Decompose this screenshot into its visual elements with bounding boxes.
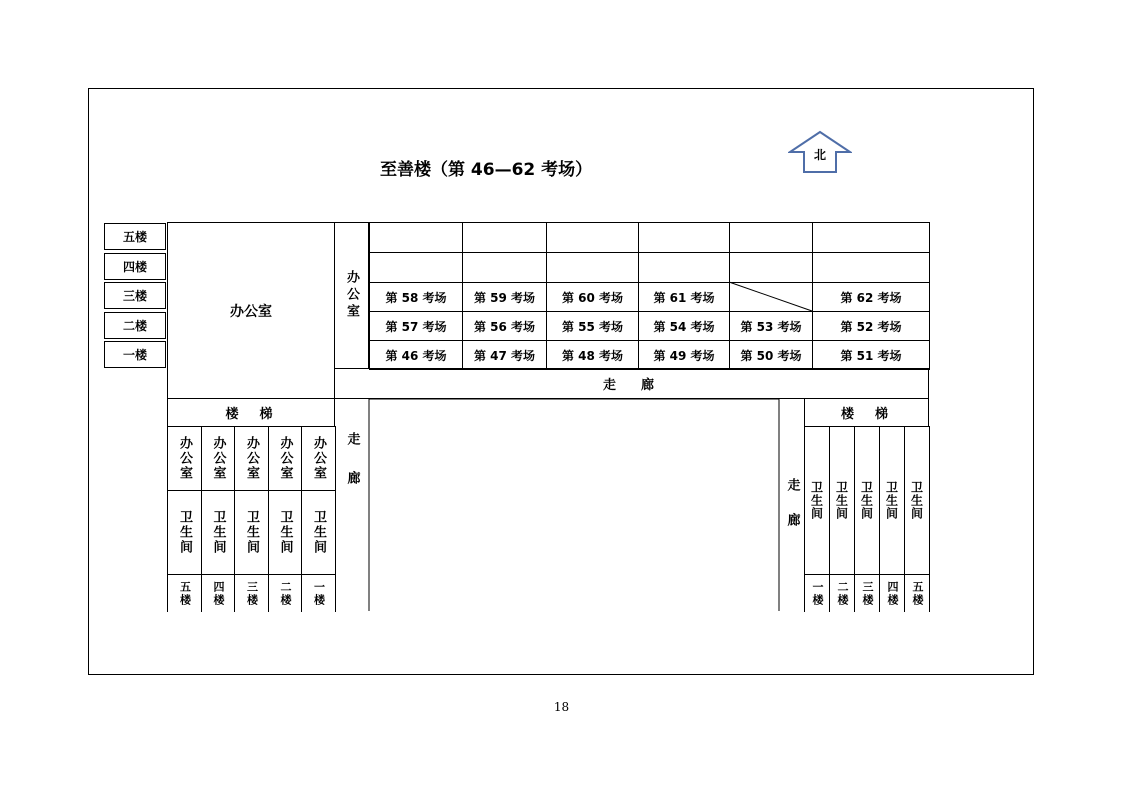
left-toilet-label: 卫生间: [277, 510, 293, 555]
right-floor-cell: [879, 574, 905, 612]
floor-label-5: 五楼: [104, 223, 166, 250]
left-floor-label: 三楼: [245, 580, 259, 607]
right-corridor: [782, 478, 802, 558]
room-label: 第 47 考场: [473, 348, 536, 363]
horizontal-corridor-label: 走 廊: [602, 378, 660, 393]
right-toilet-label: 卫生间: [834, 481, 849, 520]
left-toilet-label: 卫生间: [244, 510, 259, 555]
left-office-label: 办公室: [210, 436, 226, 481]
room-label: 第 60 考场: [561, 290, 624, 305]
right-floor-label: 一楼: [811, 580, 824, 607]
floor-label-1: 一楼: [104, 341, 166, 368]
left-corridor-label: 走廊: [344, 432, 360, 510]
room-label: 第 52 考场: [840, 319, 902, 334]
right-floor-label: 五楼: [911, 580, 924, 607]
right-toilet-label: 卫生间: [809, 481, 824, 520]
left-floor-label: 二楼: [279, 580, 292, 607]
right-corridor-label: 走廊: [784, 478, 800, 548]
room-label: 第 62 考场: [840, 290, 902, 305]
left-toilet-label: 卫生间: [210, 510, 226, 555]
right-toilet-cell: [879, 426, 905, 575]
right-toilet-label: 卫生间: [859, 481, 874, 520]
room-label: 第 50 考场: [740, 348, 802, 363]
room-label: 第 53 考场: [740, 319, 802, 334]
right-stairs-label: 楼 梯: [840, 407, 892, 422]
left-toilet-label: 卫生间: [311, 510, 326, 555]
floor-label-4: 四楼: [104, 253, 166, 280]
floor-label-2: 二楼: [104, 312, 166, 339]
floor-label-3: 三楼: [104, 282, 166, 309]
page-number: 18: [553, 700, 570, 714]
room-label: 第 59 考场: [473, 290, 536, 305]
left-office-label: 办公室: [277, 436, 293, 481]
right-stairs: [804, 398, 929, 427]
right-floor-cell: [854, 574, 880, 612]
right-toilet-cell: [854, 426, 880, 575]
right-floor-cell: [829, 574, 855, 612]
side-office-label: 办公室: [344, 270, 359, 321]
left-office-label: 办公室: [311, 436, 326, 481]
right-floor-cell: [904, 574, 930, 612]
left-office-label: 办公室: [177, 436, 192, 481]
room-label: 第 51 考场: [840, 348, 902, 363]
room-label: 第 56 考场: [473, 319, 536, 334]
left-floor-label: 五楼: [178, 580, 192, 607]
diagram-title: 至善楼（第 46—62 考场）: [380, 160, 593, 180]
right-toilet-label: 卫生间: [909, 481, 924, 520]
left-stairs-label: 楼 梯: [225, 407, 277, 422]
north-label: 北: [813, 148, 826, 162]
right-floor-label: 二楼: [836, 580, 849, 607]
right-floor-label: 三楼: [861, 580, 874, 607]
left-floor-label: 四楼: [212, 580, 225, 607]
room-label: 第 54 考场: [653, 319, 715, 334]
right-floor-label: 四楼: [886, 580, 899, 607]
right-toilet-cell: [829, 426, 855, 575]
empty-room-diagonal: [729, 282, 812, 311]
room-label: 第 46 考场: [385, 348, 447, 363]
left-floor-label: 一楼: [312, 580, 326, 607]
room-label: 第 57 考场: [385, 319, 447, 334]
main-office-label: 办公室: [230, 303, 272, 320]
right-toilet-label: 卫生间: [884, 481, 899, 520]
left-toilet-label: 卫生间: [177, 510, 192, 555]
right-floor-cell: [804, 574, 830, 612]
right-toilet-cell: [904, 426, 930, 575]
room-label: 第 61 考场: [653, 290, 715, 305]
right-toilet-cell: [804, 426, 830, 575]
room-label: 第 58 考场: [385, 290, 447, 305]
room-label: 第 55 考场: [561, 319, 624, 334]
room-label: 第 49 考场: [653, 348, 715, 363]
left-office-label: 办公室: [244, 436, 259, 481]
room-label: 第 48 考场: [561, 348, 624, 363]
